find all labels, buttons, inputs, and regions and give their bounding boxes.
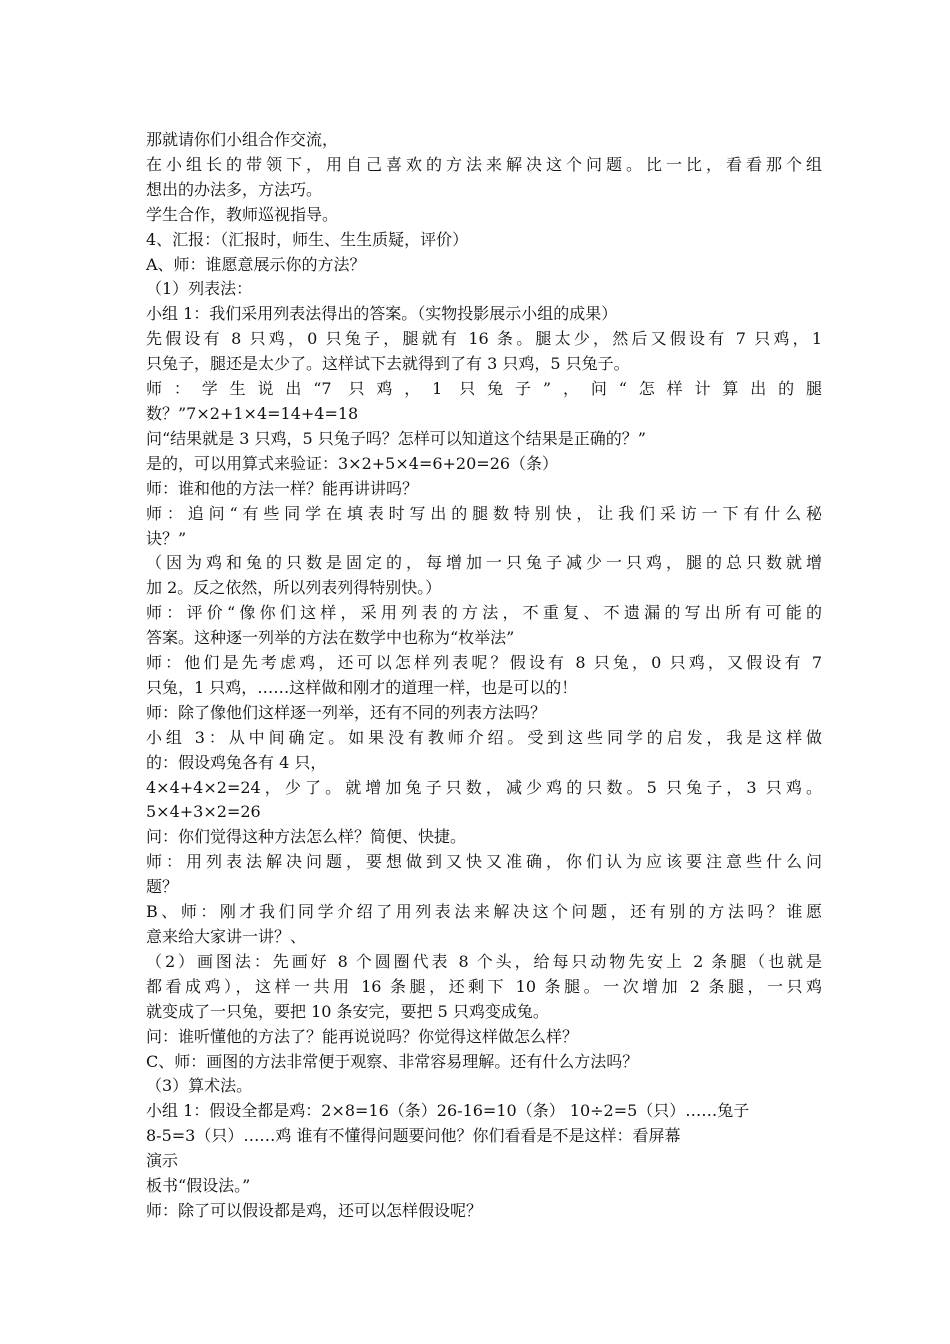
text-line: 是的，可以用算式来验证：3×2+5×4=6+20=26（条） [146,453,559,473]
text-line: 先假设有 8 只鸡，0 只兔子，腿就有 16 条。腿太少，然后又假设有 7 只鸡，1 [146,329,822,349]
text-line: 师：除了像他们这样逐一列举，还有不同的列表方法吗？ [146,702,547,722]
text-line: 师：评价“像你们这样，采用列表的方法，不重复、不遗漏的写出所有可能的 [146,603,822,623]
text-line: 师：追问“有些同学在填表时写出的腿数特别快，让我们采访一下有什么秘 [146,503,822,523]
text-line: 师：谁和他的方法一样？能再讲讲吗？ [146,478,419,498]
text-line: 板书“假设法。” [146,1176,251,1196]
text-line: 就变成了一只兔，要把 10 条安完，要把 5 只鸡变成兔。 [146,1001,549,1021]
text-line: 师：除了可以假设都是鸡，还可以怎样假设呢？ [146,1200,483,1220]
text-line: （因为鸡和兔的只数是固定的，每增加一只兔子减少一只鸡，腿的总只数就增 [146,553,822,573]
text-line: 师：用列表法解决问题，要想做到又快又准确，你们认为应该要注意些什么问 [146,852,822,872]
text-line: 4×4+4×2=24，少了。就增加兔子只数，减少鸡的只数。5 只兔子，3 只鸡。 [146,777,822,797]
text-line: 5×4+3×2=26 [146,802,261,822]
text-line: 那就请你们小组合作交流， [146,130,339,149]
text-line: 问“结果就是 3 只鸡，5 只兔子吗？怎样可以知道这个结果是正确的？” [146,428,646,448]
text-line: 想出的办法多，方法巧。 [146,179,323,199]
text-line: 问：谁听懂他的方法了？能再说说吗？你觉得这样做怎么样？ [146,1026,579,1046]
text-line: 师：学生说出“7 只鸡，1 只兔子”，问“怎样计算出的腿 [146,379,822,399]
text-line: （1）列表法： [146,279,253,299]
text-line: 数？”7×2+1×4=14+4=18 [146,403,359,423]
document-body [146,128,822,1224]
text-line: 4、汇报：（汇报时，师生、生生质疑，评价） [146,229,469,249]
text-line: 诀？” [146,528,187,548]
text-line: （3）算术法。 [146,1076,253,1096]
text-line: 小组 3：从中间确定。如果没有教师介绍。受到这些同学的启发，我是这样做 [146,727,822,747]
text-line: 答案。这种逐一列举的方法在数学中也称为“枚举法” [146,628,515,648]
text-line: 小组 1：我们采用列表法得出的答案。（实物投影展示小组的成果） [146,304,618,324]
text-line: C、师：画图的方法非常便于观察、非常容易理解。还有什么方法吗？ [146,1051,639,1071]
text-line: 只兔，1 只鸡，……这样做和刚才的道理一样，也是可以的！ [146,677,578,697]
text-line: 在小组长的带领下，用自己喜欢的方法来解决这个问题。比一比，看看那个组 [146,154,822,174]
text-line: 师：他们是先考虑鸡，还可以怎样列表呢？假设有 8 只兔，0 只鸡，又假设有 7 [146,653,822,673]
text-line: 8-5=3（只）……鸡 谁有不懂得问题要问他？你们看看是不是这样：看屏幕 [146,1126,681,1146]
text-line: B、师：刚才我们同学介绍了用列表法来解决这个问题，还有别的方法吗？谁愿 [146,902,822,922]
text-line: 都看成鸡），这样一共用 16 条腿，还剩下 10 条腿。一次增加 2 条腿，一只鸡 [146,976,822,996]
text-line: 问：你们觉得这种方法怎么样？简便、快捷。 [146,827,467,847]
text-line: A、师：谁愿意展示你的方法？ [146,254,366,274]
text-line: 学生合作，教师巡视指导。 [146,204,339,224]
text-line: 小组 1：假设全都是鸡：2×8=16（条）26-16=10（条） 10÷2=5（只）……兔子 [146,1101,750,1121]
text-line: 只兔子，腿还是太少了。这样试下去就得到了有 3 只鸡，5 只兔子。 [146,354,630,374]
text-line: （2）画图法：先画好 8 个圆圈代表 8 个头，给每只动物先安上 2 条腿（也就是 [146,951,822,971]
text-line: 加 2。反之依然，所以列表列得特别快。） [146,578,442,598]
text-line: 的：假设鸡兔各有 4 只， [146,752,327,772]
text-line: 意来给大家讲一讲？、 [146,927,307,946]
text-line: 演示 [146,1151,179,1171]
text-line: 题？ [146,877,179,897]
